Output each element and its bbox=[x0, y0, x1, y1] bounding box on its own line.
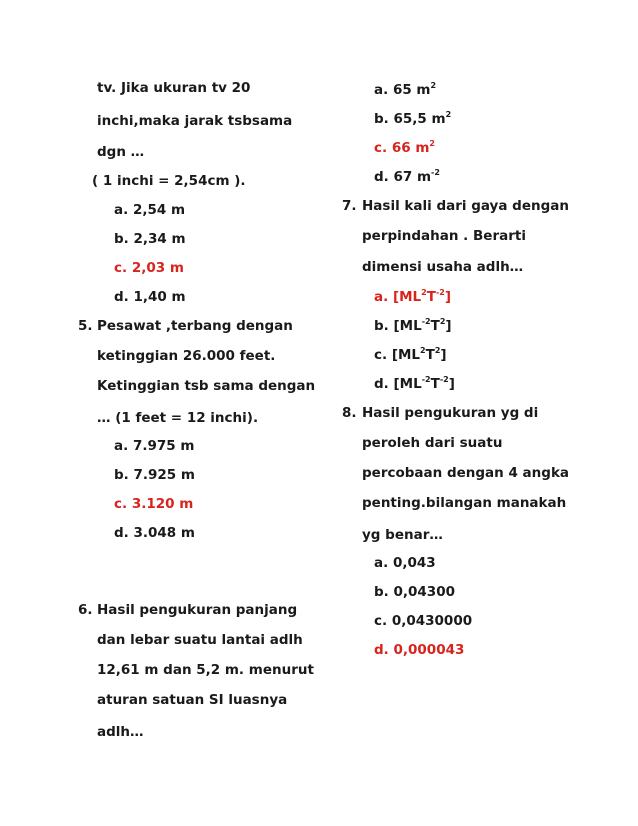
q8-option-b: b. 0,04300 bbox=[374, 584, 455, 600]
q5-text-line: … (1 feet = 12 inchi). bbox=[97, 410, 259, 426]
q5-option-b: b. 7.925 m bbox=[114, 467, 195, 483]
q4-text-line: tv. Jika ukuran tv 20 bbox=[97, 80, 251, 96]
q7-text-line: Hasil kali dari gaya dengan bbox=[362, 198, 569, 214]
q7-option-a-answer: a. $[ML^2T^{-2}]$ bbox=[374, 288, 452, 305]
q8-option-d-answer: d. 0,000043 bbox=[374, 642, 465, 658]
q5-text-line: ketinggian 26.000 feet. bbox=[97, 348, 276, 364]
q8-option-a: a. 0,043 bbox=[374, 555, 436, 571]
q6-text-line: adlh… bbox=[97, 724, 144, 740]
q4-text-line: ( 1 inchi = 2,54cm ). bbox=[92, 173, 246, 189]
q5-text-line: Pesawat ,terbang dengan bbox=[97, 318, 293, 334]
q8-text-line: percobaan dengan 4 angka bbox=[362, 465, 570, 481]
q6-number: 6. bbox=[78, 602, 93, 618]
q8-text-line: peroleh dari suatu bbox=[362, 435, 503, 451]
q4-text-line: inchi,maka jarak tsbsama bbox=[97, 113, 293, 129]
q5-option-d: d. 3.048 m bbox=[114, 525, 195, 541]
q6-option-a: a. 65 $m^2$ bbox=[374, 81, 437, 98]
q7-text-line: perpindahan . Berarti bbox=[362, 228, 526, 244]
q8-text-line: Hasil pengukuran yg di bbox=[362, 405, 539, 421]
q6-text-line: 12,61 m dan 5,2 m. menurut bbox=[97, 662, 314, 678]
q4-option-c-answer: c. 2,03 m bbox=[114, 260, 184, 276]
q4-option-b: b. 2,34 m bbox=[114, 231, 186, 247]
q6-text-line: Hasil pengukuran panjang bbox=[97, 602, 298, 618]
q5-number: 5. bbox=[78, 318, 93, 334]
q8-text-line: yg benar… bbox=[362, 527, 443, 543]
q6-option-d: d. 67 $m^{-2}$ bbox=[374, 168, 440, 185]
q6-option-b: b. 65,5 $m^2$ bbox=[374, 110, 452, 127]
q7-option-d: d. $[ML^{-2}T^{-2}]$ bbox=[374, 375, 455, 392]
q5-text-line: Ketinggian tsb sama dengan bbox=[97, 378, 316, 394]
q7-number: 7. bbox=[342, 198, 357, 214]
q8-number: 8. bbox=[342, 405, 357, 421]
q4-option-d: d. 1,40 m bbox=[114, 289, 186, 305]
q4-option-a: a. 2,54 m bbox=[114, 202, 186, 218]
q5-option-a: a. 7.975 m bbox=[114, 438, 195, 454]
q7-option-b: b. $[ML^{-2}T^2]$ bbox=[374, 317, 452, 334]
q5-option-c-answer: c. 3.120 m bbox=[114, 496, 194, 512]
q6-text-line: dan lebar suatu lantai adlh bbox=[97, 632, 303, 648]
q8-text-line: penting.bilangan manakah bbox=[362, 495, 567, 511]
q7-text-line: dimensi usaha adlh… bbox=[362, 259, 524, 275]
q8-option-c: c. 0,0430000 bbox=[374, 613, 473, 629]
q7-option-c: c. $[ML^2T^2]$ bbox=[374, 346, 447, 363]
q6-option-c-answer: c. 66 $m^2$ bbox=[374, 139, 435, 156]
q6-text-line: aturan satuan SI luasnya bbox=[97, 692, 288, 708]
q4-text-line: dgn … bbox=[97, 144, 145, 160]
